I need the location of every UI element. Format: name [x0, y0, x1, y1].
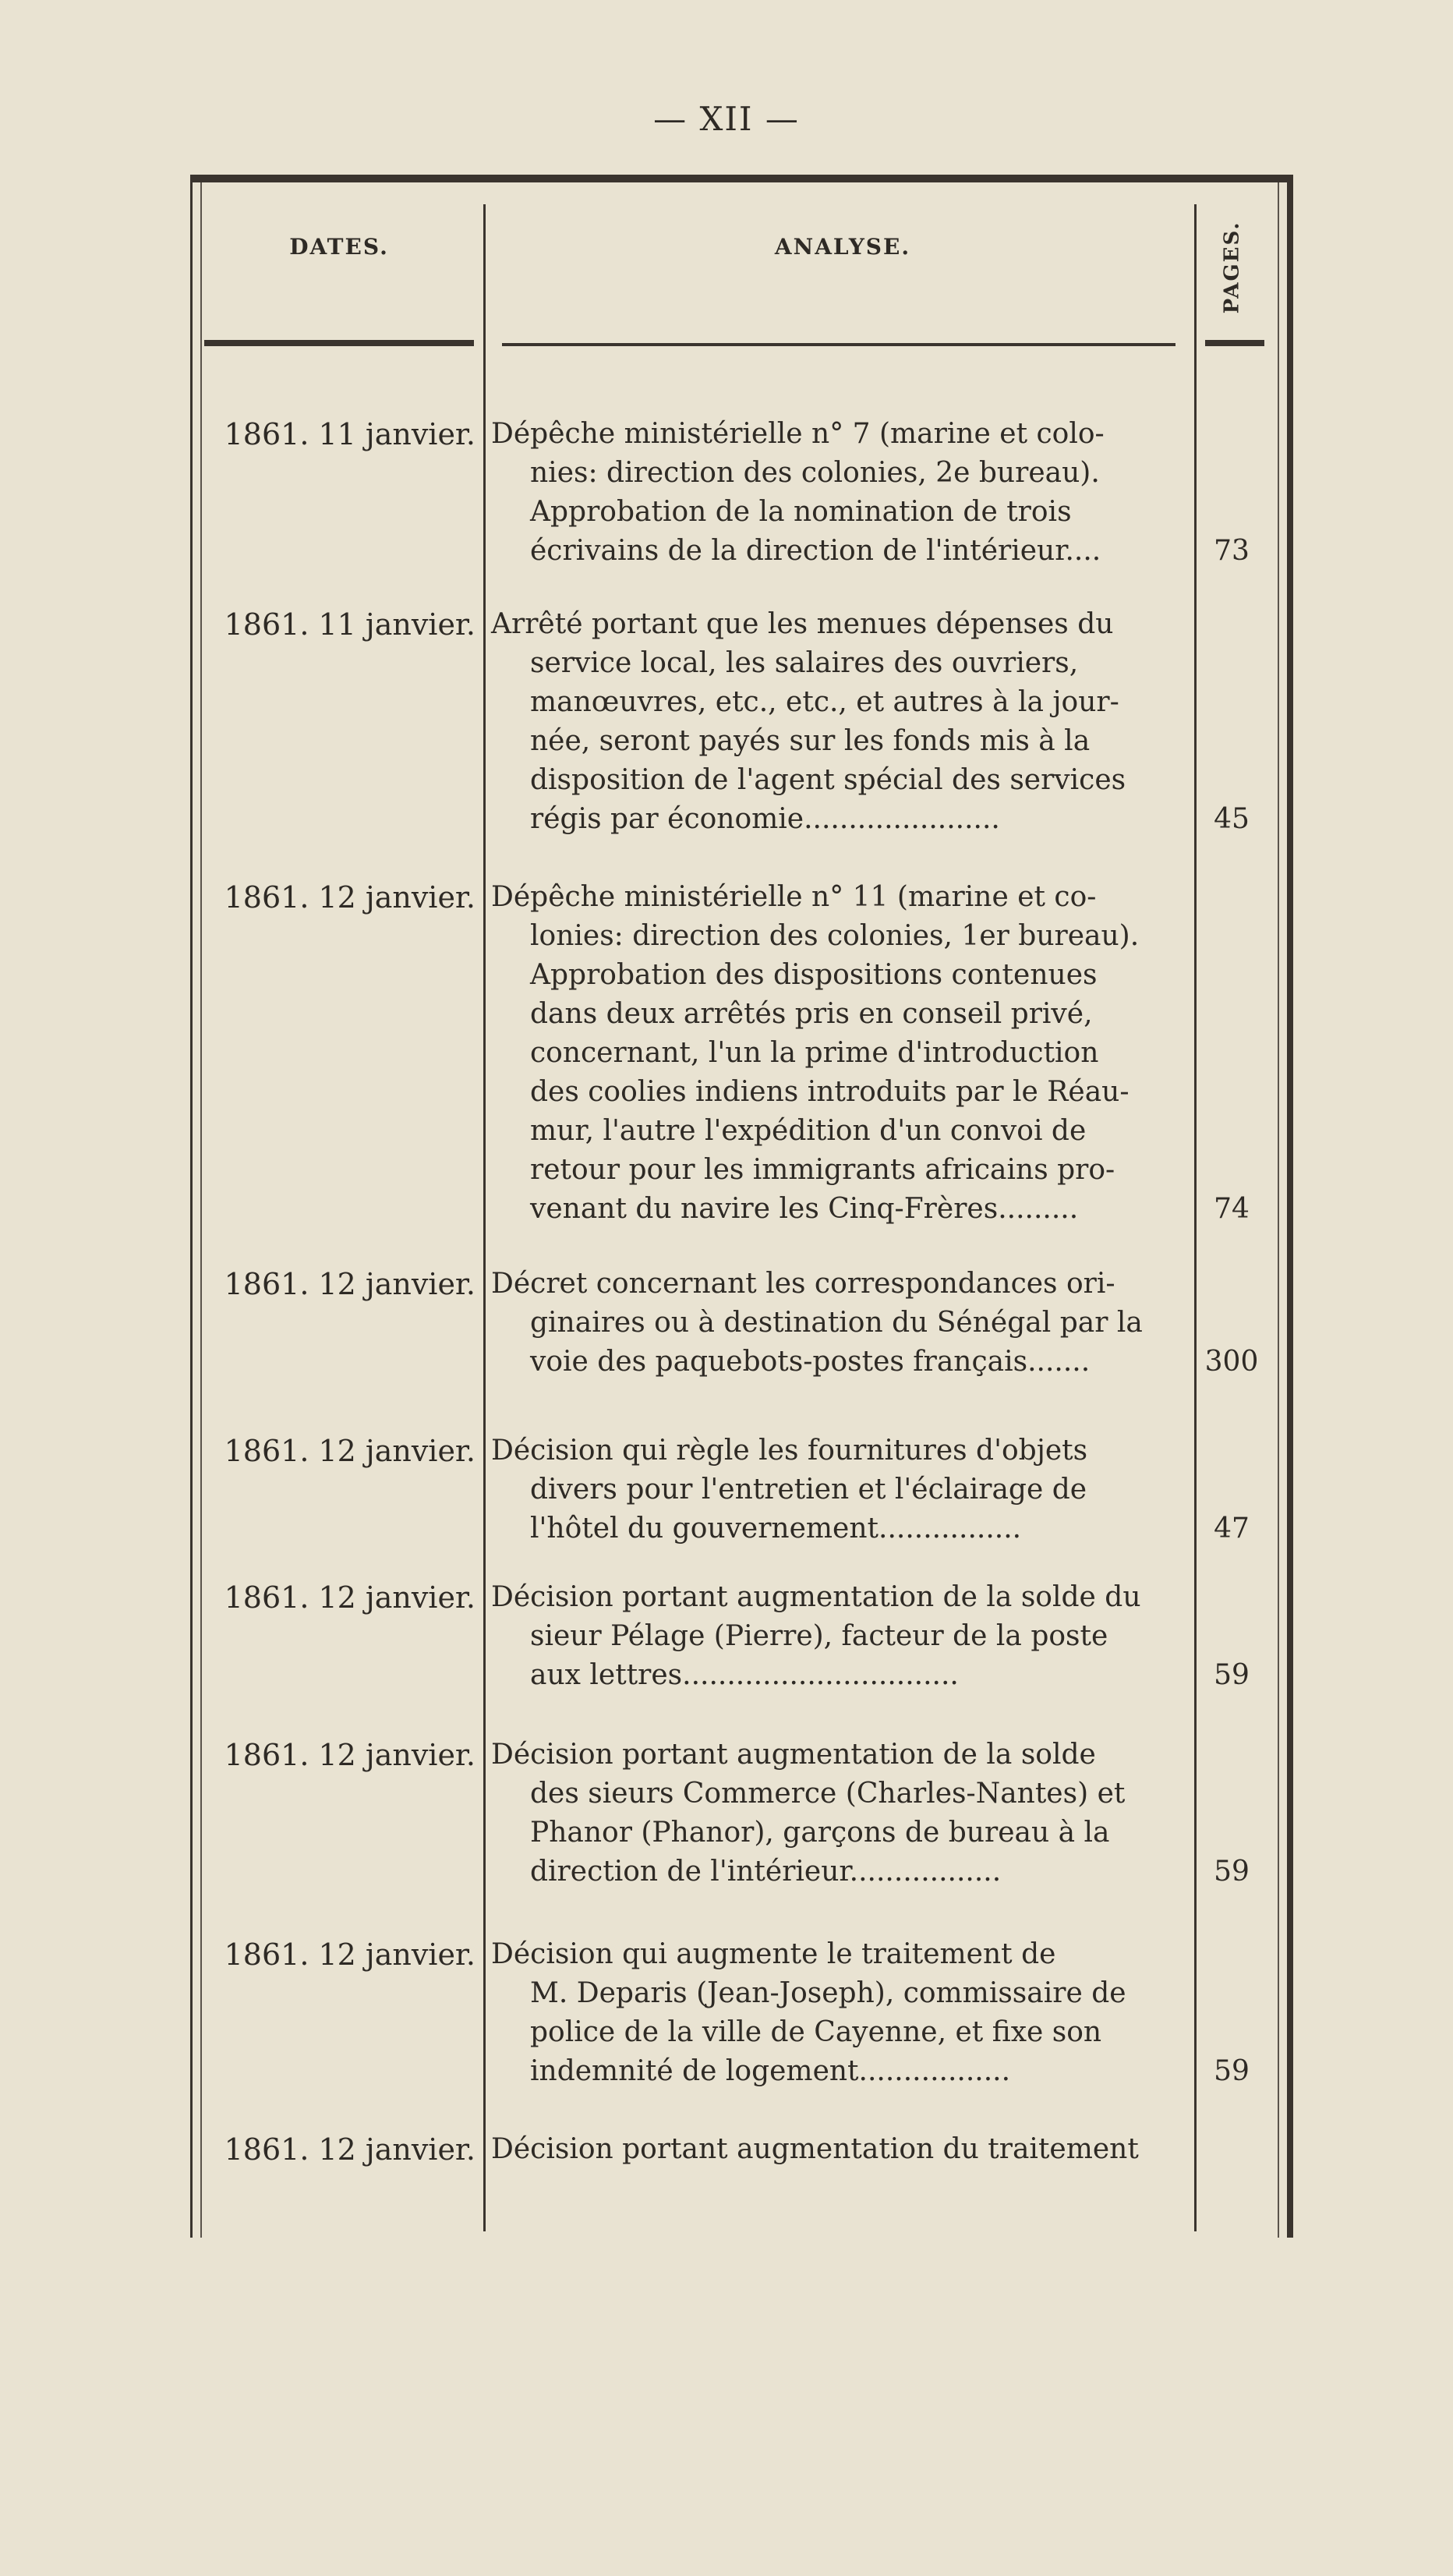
header-rule-dates	[204, 340, 474, 346]
entry-date: 1861. 12 janvier.	[224, 2132, 475, 2167]
entry-analysis: Dépêche ministérielle n° 7 (marine et colo- nies: direction des colonies, 2e bureau). Approbation de la nomination de trois écrivains de la direction de l'intérieur....	[491, 418, 1105, 567]
column-divider-dates	[483, 204, 486, 2231]
entry-analysis: Décision portant augmentation de la solde des sieurs Commerce (Charles-Nantes) et Phanor (Phanor), garçons de bureau à la direction de l'intérieur.................	[491, 1739, 1126, 1888]
entry-page: 45	[1214, 803, 1250, 835]
column-divider-pages	[1194, 204, 1197, 2231]
entry-analysis: Décret concernant les correspondances ori- ginaires ou à destination du Sénégal par la voie des paquebots-postes français.......	[491, 1268, 1143, 1378]
entry-date: 1861. 12 janvier.	[224, 880, 475, 915]
entry-page: 59	[1214, 2055, 1250, 2087]
entry-page: 73	[1214, 535, 1250, 567]
entry-analysis: Décision qui augmente le traitement de M. Deparis (Jean-Joseph), commissaire de police de la ville de Cayenne, et fixe son indemnité de logement.................	[491, 1938, 1126, 2087]
entry-date: 1861. 12 janvier.	[224, 1937, 475, 1972]
entry-analysis: Décision qui règle les fournitures d'objets divers pour l'entretien et l'éclairage de l'hôtel du gouvernement................	[491, 1435, 1088, 1545]
header-rule-pages	[1205, 340, 1264, 346]
entry-analysis: Arrêté portant que les menues dépenses du service local, les salaires des ouvriers, manœuvres, etc., etc., et autres à la jour- née, seront payés sur les fonds mis à la disposition de l'agent spécial des services régis par économie......................	[491, 608, 1126, 835]
entry-date: 1861. 11 janvier.	[224, 417, 475, 451]
entry-date: 1861. 12 janvier.	[224, 1267, 475, 1301]
entry-page: 47	[1214, 1513, 1250, 1545]
entry-analysis: Décision portant augmentation du traitement	[491, 2133, 1139, 2165]
entry-date: 1861. 12 janvier.	[224, 1580, 475, 1615]
entry-page: 74	[1214, 1193, 1250, 1225]
entry-page: 59	[1214, 1856, 1250, 1888]
entry-page: 59	[1214, 1659, 1250, 1691]
header-rule-analysis	[502, 343, 1175, 346]
entry-analysis: Décision portant augmentation de la solde du sieur Pélage (Pierre), facteur de la poste aux lettres...............................	[491, 1581, 1141, 1691]
entry-analysis: Dépêche ministérielle n° 11 (marine et co- lonies: direction des colonies, 1er bureau). Approbation des dispositions contenues dans deux arrêtés pris en conseil privé, concernant, l'un la prime d'introduction des coolies indiens introduits par le Réau- mur, l'autre l'expédition d'un convoi de retour pour les immigrants africains pro- venant du navire les Cinq-Frères.........	[491, 881, 1140, 1225]
entry-date: 1861. 12 janvier.	[224, 1434, 475, 1468]
header-pages: PAGES.	[1220, 221, 1244, 314]
header-analysis: ANALYSE.	[774, 234, 911, 260]
entry-date: 1861. 11 janvier.	[224, 607, 475, 642]
entry-page: 300	[1204, 1346, 1259, 1378]
entry-date: 1861. 12 janvier.	[224, 1738, 475, 1772]
header-dates: DATES.	[289, 234, 389, 260]
page-number: — XII —	[653, 100, 800, 138]
